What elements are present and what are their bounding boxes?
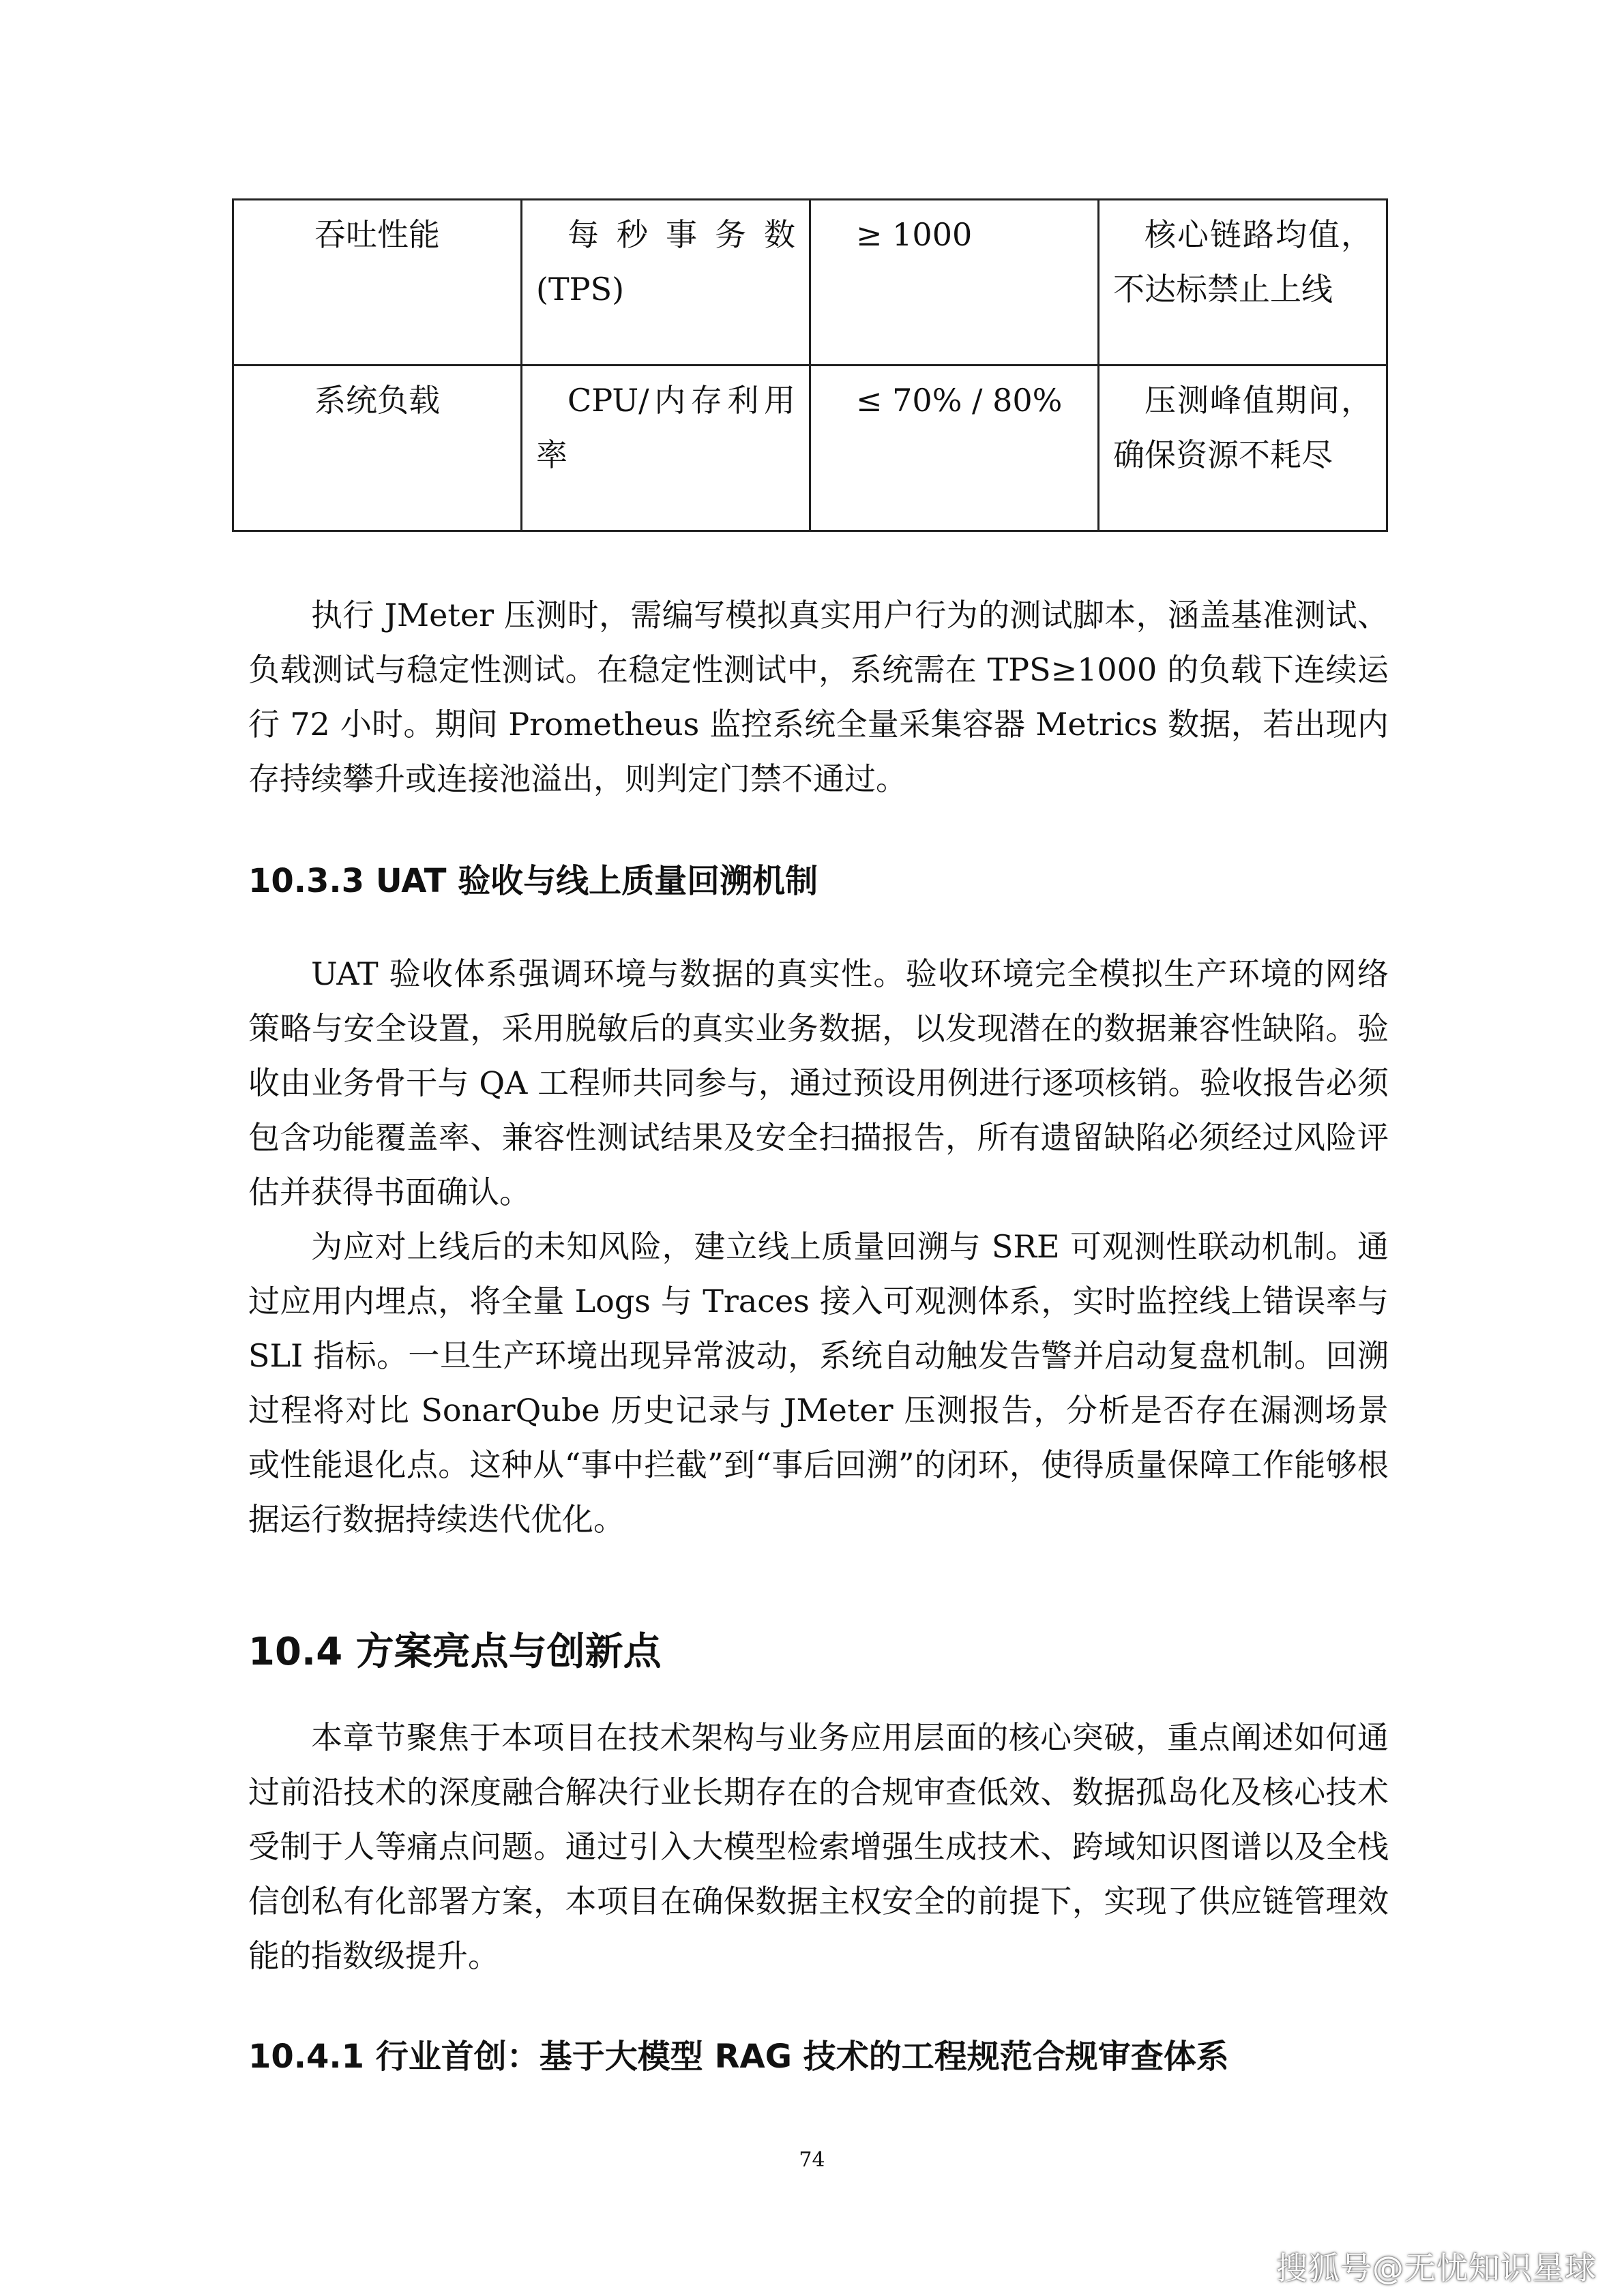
- table-row: [233, 200, 1387, 366]
- table-cell-name: 系统负载: [233, 366, 522, 531]
- table-cell-note: 压测峰值期间，确保资源不耗尽: [1099, 366, 1387, 531]
- heading-10-3-3: 10.3.3 UAT 验收与线上质量回溯机制: [248, 862, 818, 900]
- watermark: 搜狐号@无忧知识星球: [1276, 2250, 1597, 2286]
- heading-10-4: 10.4 方案亮点与创新点: [248, 1630, 662, 1674]
- paragraph-uat-2: 为应对上线后的未知风险，建立线上质量回溯与 SRE 可观测性联动机制。通过应用内埋点，将全量 Logs 与 Traces 接入可观测体系，实时监控线上错误率与 SLI 指标。一旦生产环境出现异常波动，系统自动触发告警并启动复盘机制。回溯过程将对比 SonarQube 历史记录与 JMeter 压测报告，分析是否存在漏测场景或性能退化点。这种从“事中拦截”到“事后回溯”的闭环，使得质量保障工作能够根据运行数据持续迭代优化。: [248, 1228, 1389, 1538]
- paragraph-highlights: 本章节聚焦于本项目在技术架构与业务应用层面的核心突破，重点阐述如何通过前沿技术的深度融合解决行业长期存在的合规审查低效、数据孤岛化及核心技术受制于人等痛点问题。通过引入大模型检索增强生成技术、跨域知识图谱以及全栈信创私有化部署方案，本项目在确保数据主权安全的前提下，实现了供应链管理效能的指数级提升。: [248, 1719, 1389, 1974]
- paragraph-uat-1: UAT 验收体系强调环境与数据的真实性。验收环境完全模拟生产环境的网络策略与安全设置，采用脱敏后的真实业务数据，以发现潜在的数据兼容性缺陷。验收由业务骨干与 QA 工程师共同参与，通过预设用例进行逐项核销。验收报告必须包含功能覆盖率、兼容性测试结果及安全扫描报告，所有遗留缺陷必须经过风险评估并获得书面确认。: [248, 955, 1389, 1210]
- table-cell-name: 吞吐性能: [233, 200, 522, 366]
- table-cell-threshold: ≤ 70% / 80%: [810, 366, 1099, 531]
- table-row: [233, 366, 1387, 531]
- table-cell-metric: CPU/内存利用率: [522, 366, 810, 531]
- page-number: 74: [799, 2148, 825, 2172]
- table-cell-note: 核心链路均值，不达标禁止上线: [1099, 200, 1387, 366]
- paragraph-jmeter: 执行 JMeter 压测时，需编写模拟真实用户行为的测试脚本，涵盖基准测试、负载测试与稳定性测试。在稳定性测试中，系统需在 TPS≥1000 的负载下连续运行 72 小时。期间 Prometheus 监控系统全量采集容器 Metrics 数据，若出现内存持续攀升或连接池溢出，则判定门禁不通过。: [248, 597, 1389, 797]
- heading-10-4-1: 10.4.1 行业首创：基于大模型 RAG 技术的工程规范合规审查体系: [248, 2038, 1229, 2076]
- table-cell-metric: 每秒事务数(TPS): [522, 200, 810, 366]
- table-cell-threshold: ≥ 1000: [810, 200, 1099, 366]
- metrics-table: [232, 198, 1388, 532]
